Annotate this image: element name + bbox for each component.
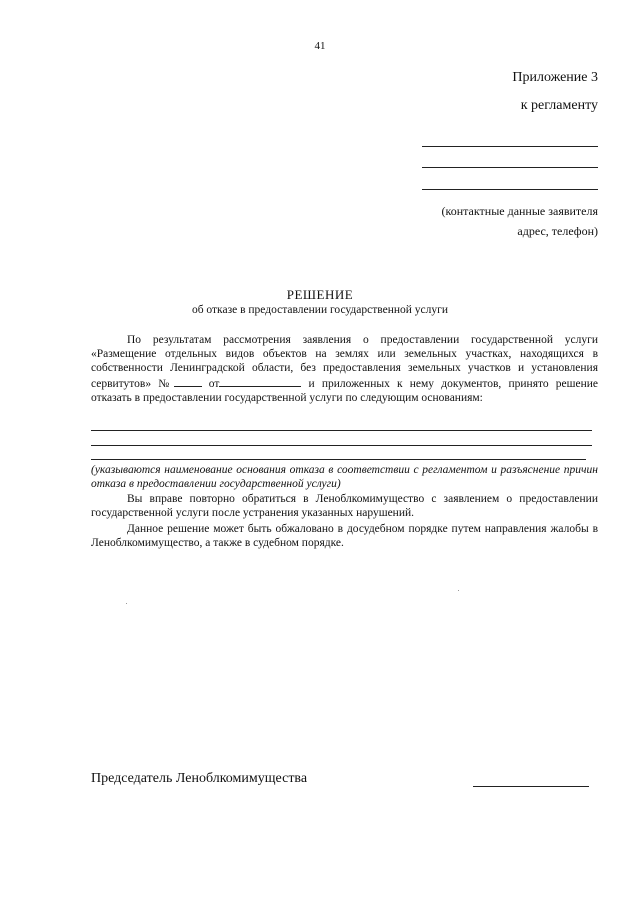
paragraph-appeal: Данное решение может быть обжаловано в досудебном порядке путем направления жалобы в Леноблкомимущество, а также в судебном порядке. — [91, 523, 598, 550]
contact-line-1 — [422, 146, 598, 147]
scan-speck — [458, 590, 459, 591]
decision-title: РЕШЕНИЕ — [286, 287, 354, 302]
page-number: 41 — [314, 40, 326, 52]
date-blank-line — [219, 376, 301, 387]
paragraph-main-part1: По результатам рассмотрения заявления о предоставлении государственной услуги «Размещение отдельных видов объектов на землях или земельных участках, находящихся в собственности Ленинградской области, без предоставления земельных участков и установления сервитутов» № — [91, 334, 598, 390]
contact-caption-line-1: (контактные данные заявителя — [441, 204, 598, 218]
decision-subtitle: об отказе в предоставлении государственной услуги — [191, 304, 449, 316]
paragraph-main — [91, 333, 598, 405]
reason-line-1 — [91, 430, 592, 431]
paragraph-main-part2: от — [201, 377, 220, 390]
paragraph-reapply: Вы вправе повторно обратиться в Леноблкомимущество с заявлением о предоставлении государственной услуги после устранения указанных нарушений. — [91, 493, 598, 520]
contact-line-3 — [422, 189, 598, 190]
appendix-title: Приложение 3 — [512, 70, 598, 85]
number-blank-line — [174, 376, 202, 387]
contact-line-2 — [422, 167, 598, 168]
scan-speck — [126, 603, 127, 604]
contact-caption-line-2: адрес, телефон) — [517, 224, 598, 238]
signature-label: Председатель Леноблкомимущества — [91, 771, 308, 786]
reason-line-3 — [91, 459, 586, 460]
paragraph-main-part3: и приложенных к нему документов, принято решение отказать в предоставлении государственной услуги по следующим основаниям: — [91, 377, 599, 404]
appendix-reference: к регламенту — [520, 98, 598, 113]
reason-line-2 — [91, 445, 592, 446]
reason-hint: (указываются наименование основания отказа в соответствии с регламентом и разъяснение причин отказа в предоставлении государственной услуги) — [91, 464, 598, 491]
signature-line — [473, 786, 589, 787]
